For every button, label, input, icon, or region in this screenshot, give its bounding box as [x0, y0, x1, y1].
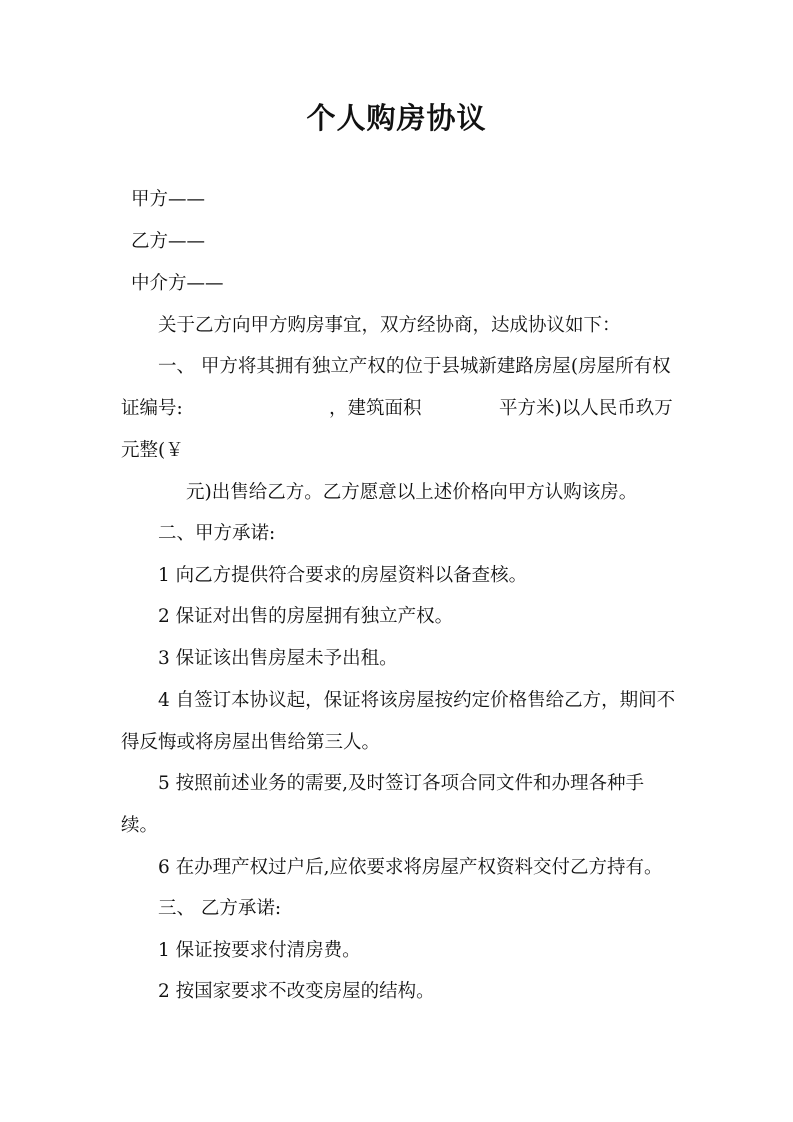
- clause2-item1: 1 向乙方提供符合要求的房屋资料以备查核。: [158, 565, 528, 586]
- clause2-item5-line1: 5 按照前述业务的需要,及时签订各项合同文件和办理各种手: [158, 773, 645, 794]
- party-a-line: 甲方——: [131, 189, 206, 210]
- clause2-item5-line2: 续。: [121, 815, 159, 836]
- clause1-line1: 一、 甲方将其拥有独立产权的位于县城新建路房屋(房屋所有权: [158, 356, 671, 377]
- clause2-item6: 6 在办理产权过户后,应依要求将房屋产权资料交付乙方持有。: [158, 857, 663, 878]
- document-title: 个人购房协议: [306, 101, 487, 135]
- clause2-item2: 2 保证对出售的房屋拥有独立产权。: [158, 606, 454, 627]
- area-unit-price-text: 平方米)以人民币玖万: [499, 398, 673, 419]
- clause2-item4-line2: 得反悔或将房屋出售给第三人。: [121, 732, 381, 753]
- clause3-item1: 1 保证按要求付清房费。: [158, 940, 361, 961]
- certificate-number-label: 证编号:: [121, 398, 183, 419]
- party-b-line: 乙方——: [131, 231, 206, 252]
- clause3-item2: 2 按国家要求不改变房屋的结构。: [158, 981, 435, 1002]
- clause1-line3: 元整(￥: [121, 440, 184, 461]
- clause2-item3: 3 保证该出售房屋未予出租。: [158, 648, 398, 669]
- clause2-heading: 二、甲方承诺:: [158, 523, 276, 544]
- clause2-item4-line1: 4 自签订本协议起，保证将该房屋按约定价格售给乙方，期间不: [158, 690, 676, 711]
- intermediary-line: 中介方——: [131, 273, 224, 294]
- building-area-label: ，建筑面积: [329, 398, 422, 419]
- preamble-paragraph: 关于乙方向甲方购房事宜，双方经协商，达成协议如下：: [158, 315, 621, 336]
- clause3-heading: 三、 乙方承诺:: [158, 898, 282, 919]
- clause1-line4: 元)出售给乙方。乙方愿意以上述价格向甲方认购该房。: [186, 482, 638, 503]
